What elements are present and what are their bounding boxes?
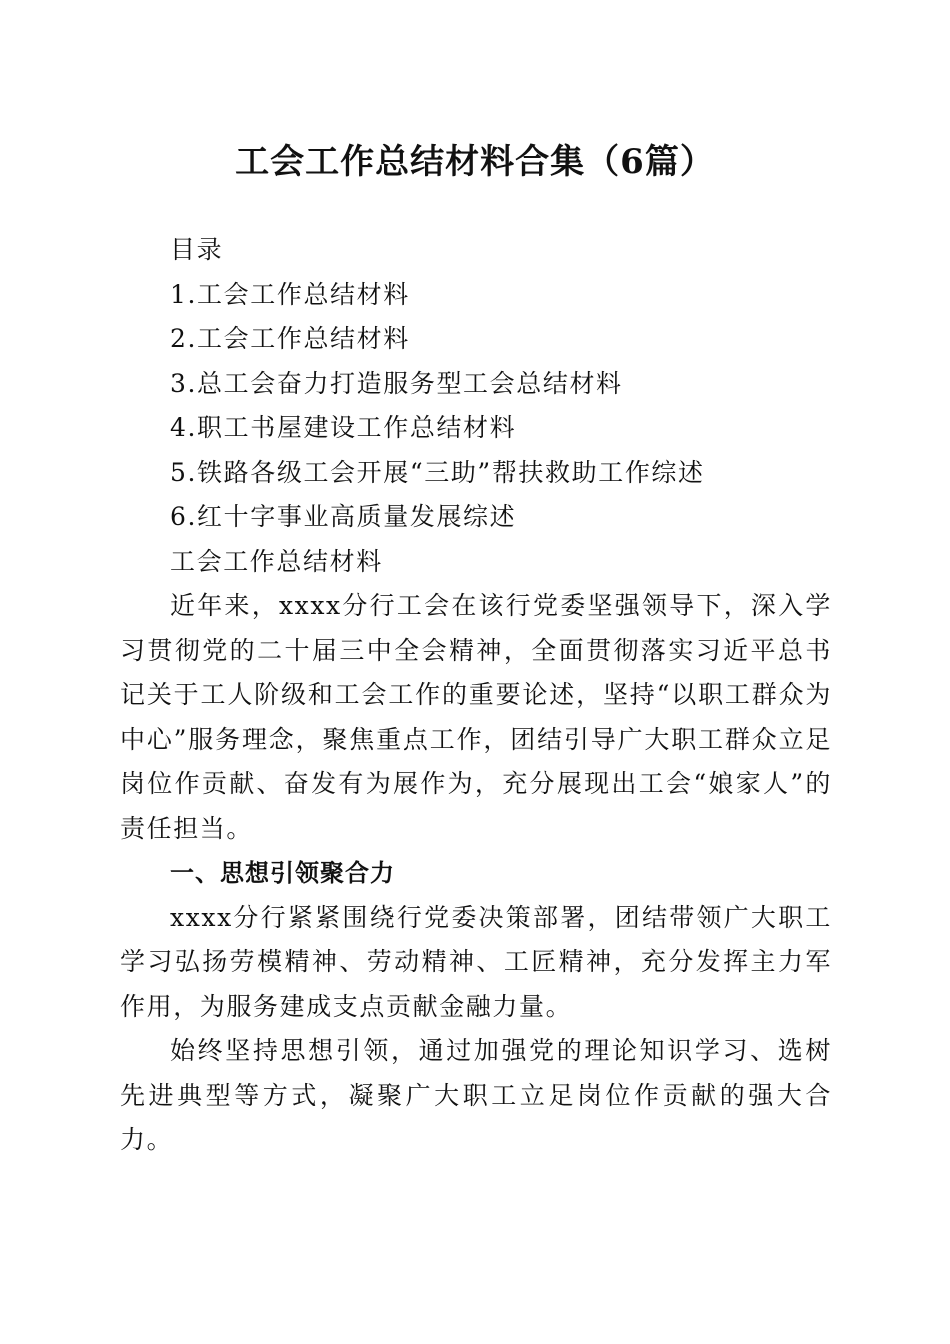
section-title: 工会工作总结材料 — [170, 546, 383, 576]
toc-item: 2.工会工作总结材料 — [170, 324, 410, 353]
toc-item: 4.职工书屋建设工作总结材料 — [170, 413, 517, 442]
body-paragraph: xxxx分行紧紧围绕行党委决策部署，团结带领广大职工学习弘扬劳模精神、劳动精神、工匠精神，充分发挥主力军作用，为服务建成支点贡献金融力量。 — [120, 902, 832, 1021]
toc-item: 5.铁路各级工会开展“三助”帮扶救助工作综述 — [170, 457, 705, 487]
document-title: 工会工作总结材料合集（6篇） — [235, 142, 715, 182]
toc-item: 1.工会工作总结材料 — [170, 279, 410, 309]
toc-heading: 目录 — [170, 235, 224, 264]
body-paragraph: 始终坚持思想引领，通过加强党的理论知识学习、选树先进典型等方式，凝聚广大职工立足岗位作贡献的强大合力。 — [120, 1036, 832, 1154]
toc-item: 3.总工会奋力打造服务型工会总结材料 — [170, 368, 623, 398]
intro-paragraph: 近年来，xxxx分行工会在该行党委坚强领导下，深入学习贯彻党的二十届三中全会精神，全面贯彻落实习近平总书记关于工人阶级和工会工作的重要论述，坚持“以职工群众为中心”服务理念，聚焦重点工作，团结引导广大职工群众立足岗位作贡献、奋发有为展作为，充分展现出工会“娘家人”的责任担当。 — [120, 591, 832, 843]
document-body — [120, 228, 832, 1163]
section-heading: 一、思想引领聚合力 — [170, 859, 395, 887]
toc-item: 6.红十字事业高质量发展综述 — [170, 502, 517, 531]
